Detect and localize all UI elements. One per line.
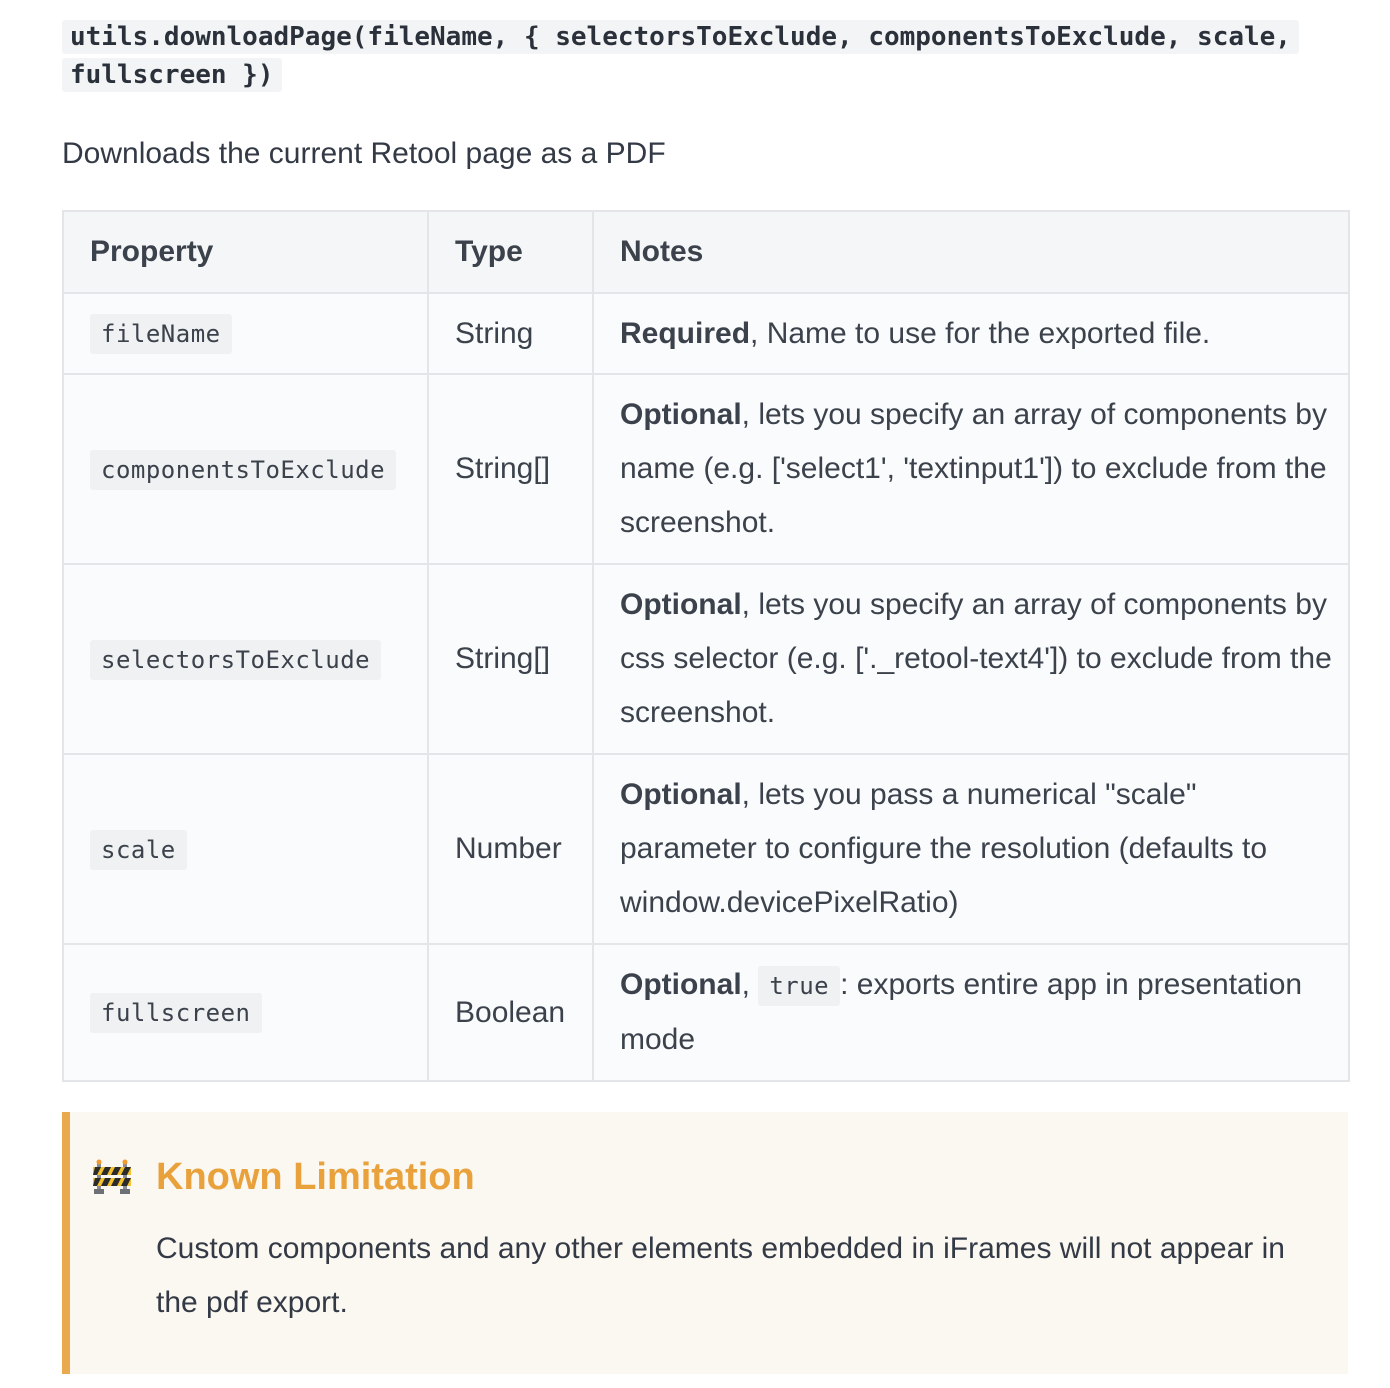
- property-cell: [63, 374, 428, 564]
- notes-cell: [593, 564, 1349, 754]
- notes-cell: [593, 374, 1349, 564]
- property-name: componentsToExclude: [90, 450, 396, 490]
- table-row: [63, 293, 1349, 374]
- function-description: Downloads the current Retool page as a PDF: [62, 137, 666, 170]
- callout-body: Custom components and any other elements embedded in iFrames will not appear in the pdf export.: [156, 1232, 1285, 1319]
- property-cell: [63, 944, 428, 1081]
- notes-text: , lets you pass a numerical "scale" parameter to configure the resolution (defaults to window.devicePixelRatio): [620, 778, 1268, 919]
- table-row: [63, 944, 1349, 1081]
- property-cell: [63, 564, 428, 754]
- notes-separator: ,: [741, 968, 759, 1001]
- table-header-row: [63, 211, 1349, 293]
- function-signature-code: utils.downloadPage(fileName, { selectorsToExclude, componentsToExclude, scale, fullscreen }): [62, 20, 1299, 92]
- property-name: fullscreen: [90, 993, 262, 1033]
- notes-cell: [593, 293, 1349, 374]
- notes-cell: [593, 754, 1349, 944]
- notes-text: , Name to use for the exported file.: [750, 316, 1211, 350]
- doc-section: [62, 18, 1348, 1374]
- notes-requirement: Optional: [620, 778, 742, 811]
- header-notes: Notes: [593, 211, 1349, 293]
- type-cell: Boolean: [428, 944, 593, 1081]
- property-cell: [63, 754, 428, 944]
- table-row: [63, 564, 1349, 754]
- property-name: scale: [90, 830, 187, 870]
- header-type: Type: [428, 211, 593, 293]
- parameters-table: [62, 210, 1350, 1082]
- construction-barrier-icon: [92, 1159, 132, 1195]
- notes-text: , lets you specify an array of components by name (e.g. ['select1', 'textinput1']) to exclude from the screenshot.: [620, 398, 1327, 539]
- notes-text: , lets you specify an array of components by css selector (e.g. ['._retool-text4']) to exclude from the screenshot.: [620, 588, 1332, 729]
- table-row: [63, 754, 1349, 944]
- table-row: [63, 374, 1349, 564]
- callout-title: Known Limitation: [156, 1156, 475, 1198]
- type-cell: String: [428, 293, 593, 374]
- notes-requirement: Required: [620, 316, 751, 350]
- property-name: selectorsToExclude: [90, 640, 381, 680]
- header-property: Property: [63, 211, 428, 293]
- notes-inline-code: true: [758, 966, 840, 1006]
- known-limitation-callout: [62, 1112, 1348, 1374]
- property-name: fileName: [90, 314, 232, 354]
- notes-requirement: Optional: [620, 398, 742, 431]
- type-cell: String[]: [428, 564, 593, 754]
- notes-cell: [593, 944, 1349, 1081]
- function-signature: [62, 18, 1348, 94]
- property-cell: [63, 293, 428, 374]
- notes-requirement: Optional: [620, 588, 742, 621]
- type-cell: String[]: [428, 374, 593, 564]
- notes-text: : exports entire app in presentation mode: [620, 968, 1303, 1056]
- type-cell: Number: [428, 754, 593, 944]
- callout-header: [92, 1154, 475, 1200]
- notes-requirement: Optional: [620, 968, 742, 1001]
